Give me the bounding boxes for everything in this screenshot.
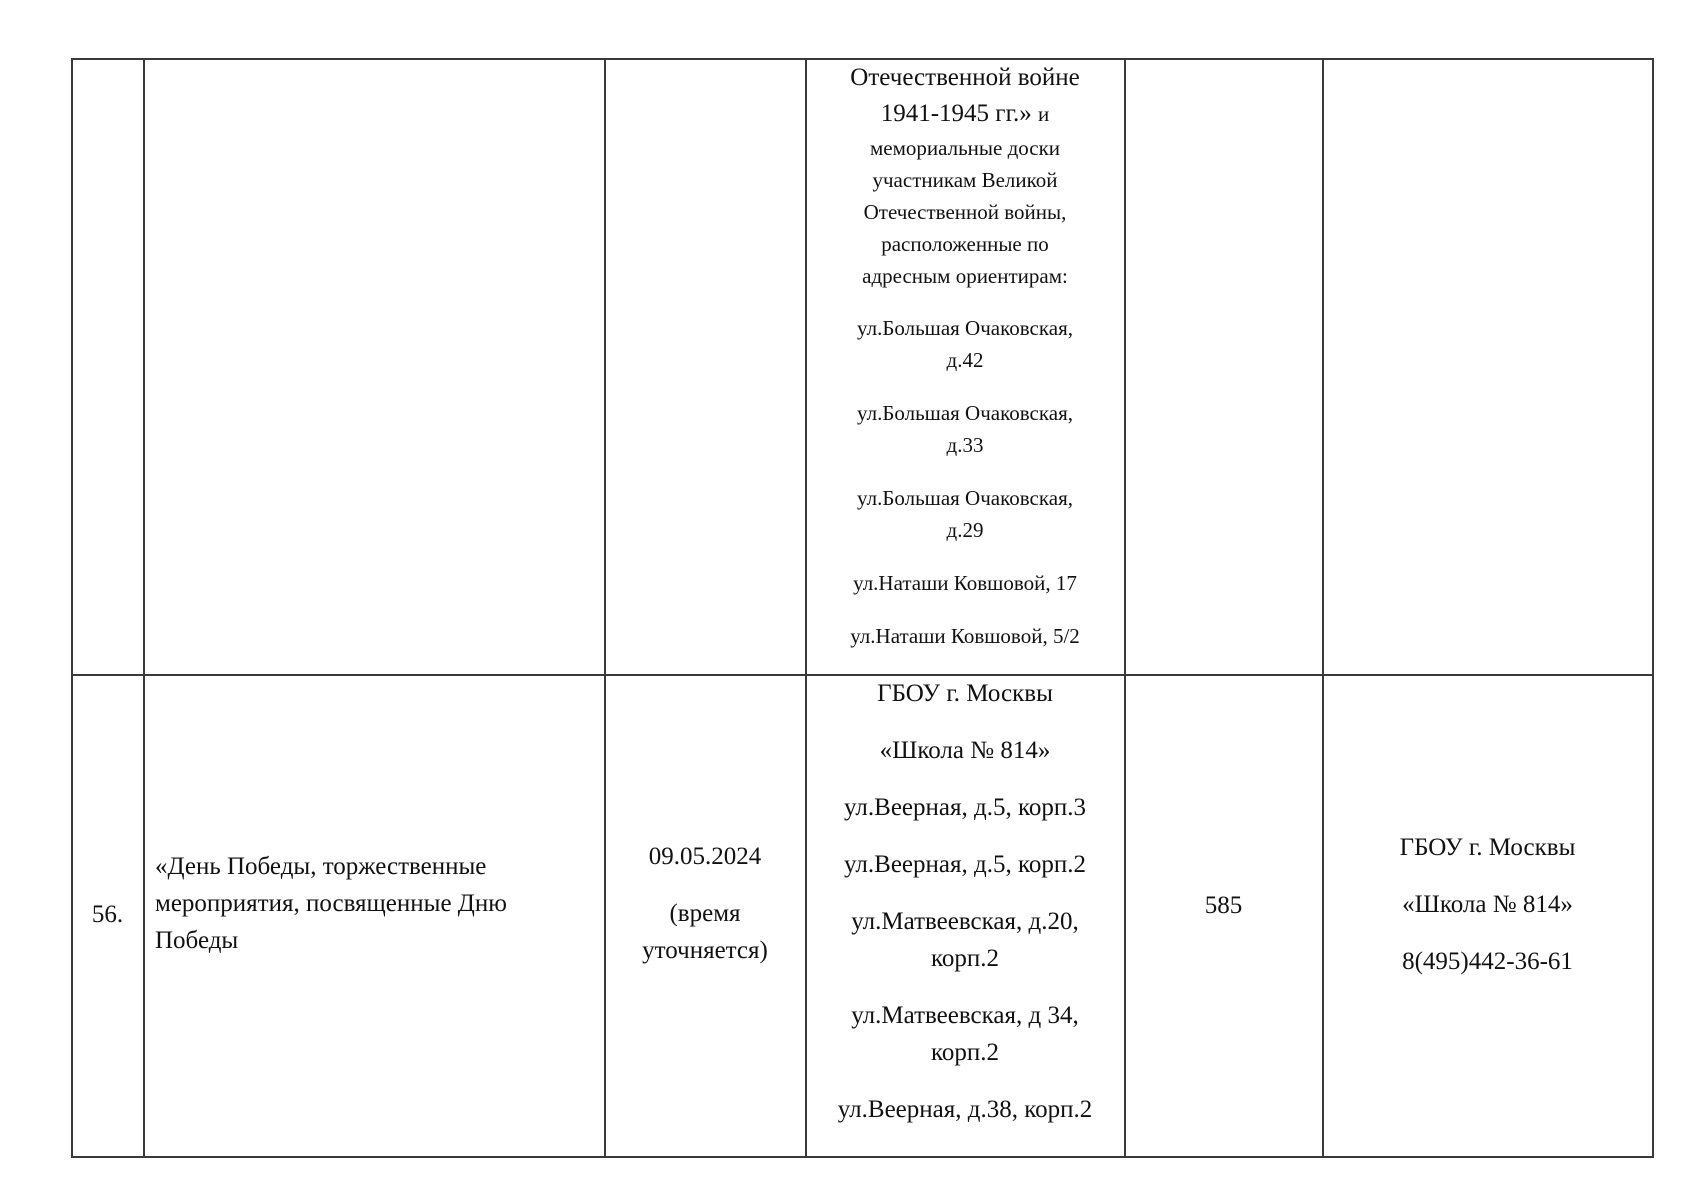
row56-location-cell bbox=[806, 675, 1124, 1128]
continued-location-cell bbox=[806, 58, 1124, 652]
table-bottom-border bbox=[71, 1156, 1654, 1158]
location-line: корп.2 bbox=[930, 1039, 999, 1066]
column-divider bbox=[1124, 58, 1126, 1157]
location-intro-line: 1941-1945 гг.» и bbox=[880, 100, 1050, 127]
organizer-phone: 8(495)442-36-61 bbox=[1402, 948, 1573, 975]
row-number: 56. bbox=[91, 901, 124, 928]
location-line: корп.2 bbox=[930, 945, 999, 972]
address-entry: ул.Большая Очаковская, д.42 bbox=[857, 316, 1073, 372]
time-note-line: уточняется) bbox=[642, 937, 768, 964]
event-title-line: «День Победы, торжественные bbox=[155, 853, 487, 880]
location-line: ул.Матвеевская, д.20, bbox=[851, 908, 1079, 935]
time-note-line: (время bbox=[669, 900, 741, 927]
location-description-line: расположенные по bbox=[881, 232, 1049, 256]
location-description-line: мемориальные доски bbox=[869, 136, 1061, 160]
event-title-line: Победы bbox=[155, 927, 239, 954]
table-left-border bbox=[71, 58, 73, 1157]
event-title-line: мероприятия, посвященные Дню bbox=[155, 890, 507, 917]
organizer-line: ГБОУ г. Москвы bbox=[1399, 834, 1576, 861]
table-right-border bbox=[1652, 58, 1654, 1157]
address-entry: ул.Большая Очаковская, д.33 bbox=[857, 401, 1073, 457]
organizer-line: «Школа № 814» bbox=[1402, 891, 1573, 918]
location-line: ул.Веерная, д.5, корп.3 bbox=[844, 794, 1086, 821]
date-cell bbox=[605, 838, 805, 969]
column-divider bbox=[143, 58, 145, 1157]
location-line: «Школа № 814» bbox=[879, 737, 1051, 764]
address-entry: ул.Большая Очаковская, д.29 bbox=[857, 486, 1073, 542]
column-divider bbox=[1322, 58, 1324, 1157]
location-line: ул.Веерная, д.5, корп.2 bbox=[844, 851, 1086, 878]
address-entry: ул.Наташи Ковшовой, 17 bbox=[853, 571, 1077, 595]
location-line: ул.Матвеевская, д 34, bbox=[851, 1002, 1079, 1029]
participants-count: 585 bbox=[1204, 892, 1243, 919]
event-title-cell bbox=[155, 848, 595, 959]
location-description-line: адресным ориентирам: bbox=[862, 264, 1068, 288]
event-date: 09.05.2024 bbox=[648, 843, 762, 870]
column-divider bbox=[604, 58, 606, 1157]
organizer-cell bbox=[1323, 829, 1652, 980]
location-description-line: Отечественной войны, bbox=[863, 200, 1067, 224]
address-entry: ул.Наташи Ковшовой, 5/2 bbox=[850, 624, 1080, 648]
location-description-line: участникам Великой bbox=[872, 168, 1058, 192]
location-line: ГБОУ г. Москвы bbox=[877, 680, 1053, 707]
location-line: ул.Веерная, д.38, корп.2 bbox=[837, 1096, 1093, 1123]
location-intro-line: Отечественной войне bbox=[850, 64, 1080, 91]
